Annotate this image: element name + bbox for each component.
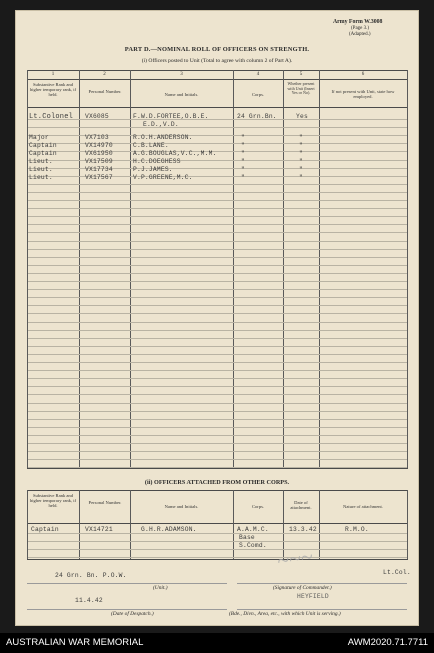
unit-value: 24 Grn. Bn. P.O.W.	[55, 572, 127, 579]
ruled-line	[28, 557, 407, 558]
ruled-line	[28, 467, 407, 468]
ruled-line	[28, 541, 407, 542]
attached-row-number: VX14721	[85, 526, 113, 533]
attached-row-nature: R.M.O.	[345, 526, 369, 533]
section1-title: (i) Officers posted to Unit (Total to agree with column 2 of Part A).	[141, 58, 293, 64]
header2-personal-number: Personal Number.	[88, 500, 122, 505]
row1-name-cont: E.D.,V.D.	[143, 121, 179, 128]
row2-name: R.O.H.ANDERSON.	[133, 134, 193, 141]
header-corps: Corps.	[251, 92, 265, 97]
row1-name: F.W.D.FORTEE,O.B.E.	[133, 113, 209, 120]
ruled-line	[28, 394, 407, 395]
row6-rank: Lieut.	[29, 166, 53, 173]
header2-corps: Corps.	[251, 504, 265, 509]
row7-corps: "	[241, 174, 245, 181]
header2-rank: Substantive Rank and higher temporary rank, if held.	[29, 493, 77, 509]
signature-rank: Lt.Col.	[383, 569, 411, 576]
row4-number: VX61950	[85, 150, 113, 157]
col-number: 2	[103, 72, 106, 77]
ruled-line	[28, 322, 407, 323]
signature-place: HEYFIELD	[297, 593, 329, 600]
ruled-line	[28, 549, 407, 550]
row2-number: VX7103	[85, 134, 109, 141]
bde-label: (Bde., Divn., Area, etc., with which Unit is serving.)	[229, 611, 341, 617]
ruled-line	[28, 427, 407, 428]
row2-corps: "	[241, 134, 245, 141]
attached-row-corps-line3: S.Comd.	[239, 542, 267, 549]
row6-present: "	[299, 166, 303, 173]
header-personal-number: Personal Number.	[88, 89, 122, 94]
ruled-line	[28, 443, 407, 444]
signature-line	[237, 583, 407, 584]
attached-row-corps: A.A.M.C.	[237, 526, 269, 533]
table1-col-divider	[27, 70, 28, 468]
row5-name: H.C.DOEGHESS	[133, 158, 181, 165]
ruled-line	[28, 419, 407, 420]
ruled-line	[28, 403, 407, 404]
row6-name: P.J.JAMES.	[133, 166, 173, 173]
col-number: 6	[361, 72, 365, 77]
ruled-line	[28, 330, 407, 331]
row7-rank: Lieut.	[29, 174, 53, 181]
table1-col-divider	[79, 70, 80, 468]
archive-footer-bar	[0, 633, 434, 653]
ruled-line	[28, 386, 407, 387]
ruled-line	[28, 338, 407, 339]
ruled-line	[28, 232, 407, 233]
header2-name: Name and Initials.	[164, 504, 199, 509]
attached-row-name: G.H.R.ADAMSON.	[141, 526, 197, 533]
form-page	[15, 10, 419, 626]
ruled-line	[28, 184, 407, 185]
row7-name: V.P.GREENE,M.C.	[133, 174, 193, 181]
ruled-line	[28, 313, 407, 314]
ruled-line	[28, 354, 407, 355]
row1-present: Yes	[296, 113, 308, 120]
table2-top-rule	[27, 490, 408, 491]
ruled-line	[28, 451, 407, 452]
ruled-line	[28, 127, 407, 128]
col-number: 5	[299, 72, 303, 77]
ruled-line	[28, 216, 407, 217]
row1-rank: Lt.Colonel	[29, 113, 74, 121]
col-number: 3	[180, 72, 183, 77]
table1-top-rule	[27, 70, 408, 71]
header-employment: If not present with Unit, state how employed.	[331, 89, 395, 100]
ruled-line	[28, 411, 407, 412]
row6-number: VX17734	[85, 166, 113, 173]
row3-number: VX14970	[85, 142, 113, 149]
row4-present: "	[299, 150, 303, 157]
ruled-line	[28, 346, 407, 347]
ruled-line	[28, 273, 407, 274]
table1-col-divider	[319, 70, 320, 468]
row4-rank: Captain	[29, 150, 57, 157]
date-of-despatch-label: (Date of Despatch.)	[111, 611, 154, 617]
table2-bottom-rule	[27, 559, 408, 560]
ruled-line	[28, 378, 407, 379]
header2-date: Date of attachment.	[290, 500, 312, 511]
row4-corps: "	[241, 150, 245, 157]
unit-line	[27, 583, 227, 584]
table1-header-rule	[27, 107, 408, 108]
archive-reference: AWM2020.71.7711	[347, 637, 428, 648]
header-present: Whether present with Unit (Insert Yes or No).	[287, 81, 315, 96]
row3-corps: "	[241, 142, 245, 149]
table1-col-divider	[233, 70, 234, 468]
ruled-line	[28, 362, 407, 363]
row1-corps: 24 Grn.Bn.	[237, 113, 277, 120]
part-title: PART D.—NOMINAL ROLL OF OFFICERS ON STRENGTH.	[124, 46, 310, 53]
ruled-line	[28, 265, 407, 266]
ruled-line	[28, 249, 407, 250]
header-rank: Substantive Rank and higher temporary rank, if held.	[29, 82, 77, 98]
ruled-line	[28, 435, 407, 436]
header2-nature: Nature of attachment.	[343, 504, 383, 509]
row4-name: A.G.BOUGLAS,V.C.,M.M.	[133, 150, 217, 157]
table2-header-rule	[27, 523, 408, 524]
row2-present: "	[299, 134, 303, 141]
row3-present: "	[299, 142, 303, 149]
ruled-line	[28, 305, 407, 306]
row5-number: VX17509	[85, 158, 113, 165]
form-page-number: (Page 3.)	[351, 26, 370, 31]
attached-row-date: 13.3.42	[289, 526, 317, 533]
row5-corps: "	[241, 158, 245, 165]
ruled-line	[28, 224, 407, 225]
col-number: 4	[256, 72, 260, 77]
date-line	[27, 609, 227, 610]
col-number: 1	[51, 72, 55, 77]
ruled-line	[28, 281, 407, 282]
ruled-line	[28, 257, 407, 258]
section2-title: (ii) OFFICERS ATTACHED FROM OTHER CORPS.	[144, 479, 290, 486]
header-name: Name and Initials.	[164, 92, 199, 97]
commander-signature: ~~~	[275, 543, 315, 574]
row3-rank: Captain	[29, 142, 57, 149]
table1-col-divider	[407, 70, 408, 468]
attached-row-rank: Captain	[31, 526, 59, 533]
bde-line	[237, 609, 407, 610]
attached-row-corps-line2: Base	[239, 534, 255, 541]
table1-col-divider	[130, 70, 131, 468]
unit-label: (Unit.)	[153, 585, 168, 591]
ruled-line	[28, 533, 407, 534]
date-of-despatch-value: 11.4.42	[75, 597, 103, 604]
ruled-line	[28, 459, 407, 460]
row5-present: "	[299, 158, 303, 165]
row7-present: "	[299, 174, 303, 181]
row7-number: VX17567	[85, 174, 113, 181]
ruled-line	[28, 241, 407, 242]
row1-number: VX6085	[85, 113, 109, 120]
row6-corps: "	[241, 166, 245, 173]
ruled-line	[28, 297, 407, 298]
row3-name: C.B.LANE.	[133, 142, 169, 149]
table2-col-divider	[407, 490, 408, 559]
army-form-number: Army Form W.3008	[333, 19, 383, 25]
ruled-line	[28, 200, 407, 201]
table1-col-number-rule	[27, 79, 408, 80]
form-adapted-note: (Adapted.)	[349, 32, 371, 37]
row2-rank: Major	[29, 134, 49, 141]
ruled-line	[28, 192, 407, 193]
ruled-line	[28, 370, 407, 371]
signature-label: (Signature of Commander.)	[273, 585, 332, 591]
archive-name: AUSTRALIAN WAR MEMORIAL	[6, 637, 144, 648]
ruled-line	[28, 208, 407, 209]
ruled-line	[28, 289, 407, 290]
table1-col-divider	[283, 70, 284, 468]
row5-rank: Lieut.	[29, 158, 53, 165]
